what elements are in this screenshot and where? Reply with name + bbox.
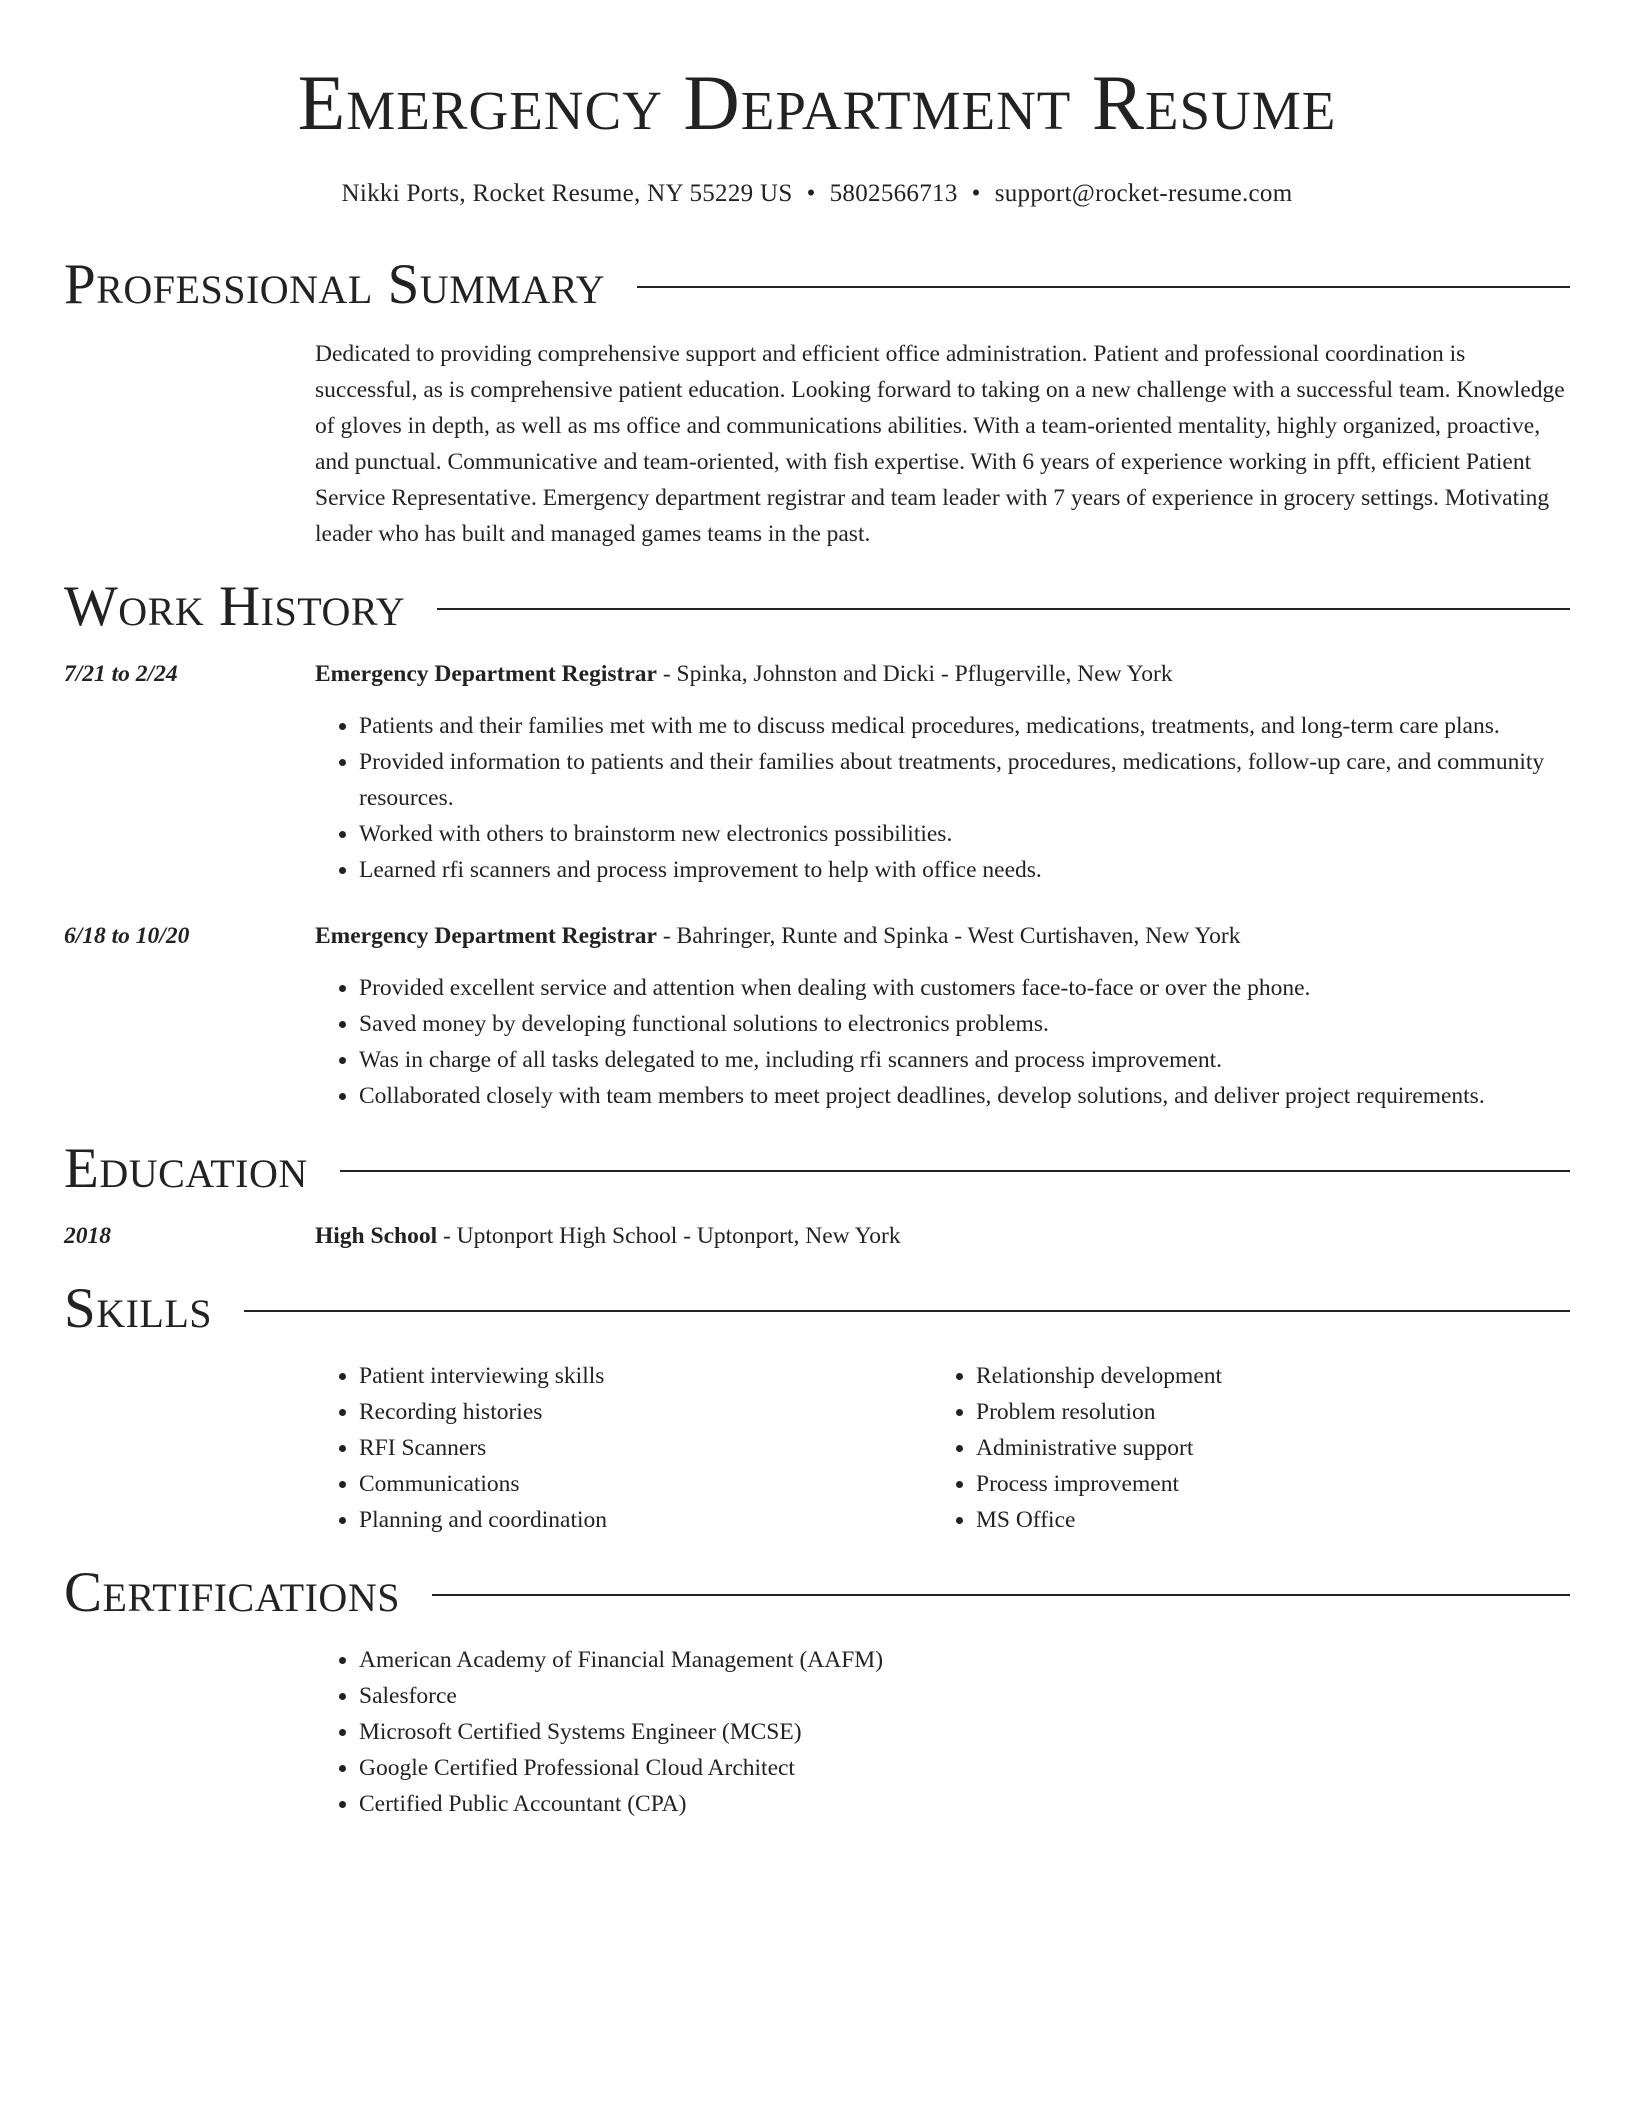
job-title: Emergency Department Registrar (315, 923, 657, 949)
certification-item: • Google Certified Professional Cloud Architect (359, 1750, 883, 1786)
certification-item: • Microsoft Certified Systems Engineer (MCSE) (359, 1714, 883, 1750)
job-details: - Bahringer, Runte and Spinka - West Curtishaven, New York (656, 923, 1241, 949)
job-entry (64, 918, 1570, 1114)
job-bullet: • Worked with others to brainstorm new electronics possibilities. (359, 816, 1570, 852)
summary-heading: Professional Summary (64, 253, 606, 316)
job-dates: 7/21 to 2/24 (64, 661, 178, 687)
skill-item: • Relationship development (976, 1358, 1532, 1394)
skill-item: • Process improvement (976, 1466, 1532, 1502)
education-details: - Uptonport High School - Uptonport, New York (437, 1223, 901, 1249)
skills-section-header (64, 1276, 1570, 1342)
resume-page (64, 0, 1570, 1822)
summary-text: Dedicated to providing comprehensive support and efficient office administration. Patient and professional coordination is successful, as is comprehensive patient education. Looking forward to taking on a new challenge with a successful team. Knowledge of gloves in depth, as well as ms office and communications abilities. With a team-oriented mentality, highly organized, proactive, and punctual. Communicative and team-oriented, with fish expertise. With 6 years of experience working in pfft, efficient Patient Service Representative. Emergency department registrar and team leader with 7 years of experience in grocery settings. Motivating leader who has built and managed games teams in the past. (315, 341, 1565, 547)
job-bullet: • Provided excellent service and attention when dealing with customers face-to-face or over the phone. (359, 970, 1570, 1006)
skills-heading: Skills (64, 1277, 213, 1340)
section-divider (244, 1310, 1570, 1312)
summary-section-header (64, 252, 1570, 318)
skill-item: • Patient interviewing skills (359, 1358, 932, 1394)
certification-item: • American Academy of Financial Management (AAFM) (359, 1642, 883, 1678)
skill-item: • MS Office (976, 1502, 1532, 1538)
job-heading (315, 918, 1570, 954)
summary-block (64, 336, 1570, 552)
education-degree: High School (315, 1223, 438, 1249)
certifications-list (64, 1642, 1570, 1822)
skills-column-2 (932, 1358, 1532, 1538)
skill-item: • Administrative support (976, 1430, 1532, 1466)
contact-phone: 5802566713 (829, 180, 958, 207)
contact-separator: • (806, 180, 816, 207)
job-bullet: • Learned rfi scanners and process improvement to help with office needs. (359, 852, 1570, 888)
job-details: - Spinka, Johnston and Dicki - Pflugerville, New York (656, 661, 1173, 687)
section-divider (637, 286, 1570, 288)
contact-line (64, 176, 1570, 212)
job-bullet: • Patients and their families met with me to discuss medical procedures, medications, treatments, and long-term care plans. (359, 708, 1570, 744)
skill-item: • RFI Scanners (359, 1430, 932, 1466)
section-divider (437, 608, 1570, 610)
certifications-section-header (64, 1560, 1570, 1626)
work-heading: Work History (64, 575, 406, 638)
job-dates: 6/18 to 10/20 (64, 923, 190, 949)
contact-email: support@rocket-resume.com (994, 180, 1293, 207)
certifications-items (315, 1642, 883, 1822)
job-bullets (315, 970, 1570, 1114)
skill-item: • Planning and coordination (359, 1502, 932, 1538)
education-section-header (64, 1136, 1570, 1202)
skill-item: • Communications (359, 1466, 932, 1502)
job-title: Emergency Department Registrar (315, 661, 657, 687)
job-heading (315, 656, 1570, 692)
skill-item: • Recording histories (359, 1394, 932, 1430)
section-divider (432, 1594, 1570, 1596)
job-bullet: • Was in charge of all tasks delegated to me, including rfi scanners and process improvement. (359, 1042, 1570, 1078)
work-section-header (64, 574, 1570, 640)
contact-address: Nikki Ports, Rocket Resume, NY 55229 US (341, 180, 793, 207)
job-bullet: • Saved money by developing functional solutions to electronics problems. (359, 1006, 1570, 1042)
certification-item: • Certified Public Accountant (CPA) (359, 1786, 883, 1822)
certifications-heading: Certifications (64, 1561, 400, 1624)
skills-column-1 (315, 1358, 932, 1538)
job-entry (64, 656, 1570, 888)
resume-title: Emergency Department Resume (297, 59, 1337, 146)
job-bullets (315, 708, 1570, 888)
job-bullet: • Collaborated closely with team members to meet project deadlines, develop solutions, and deliver project requirements. (359, 1078, 1570, 1114)
education-year: 2018 (64, 1223, 111, 1249)
skills-list (64, 1358, 1570, 1538)
education-entry (64, 1218, 1570, 1254)
job-bullet: • Provided information to patients and their families about treatments, procedures, medications, follow-up care, and community resources. (359, 744, 1570, 816)
contact-separator: • (971, 180, 981, 207)
certification-item: • Salesforce (359, 1678, 883, 1714)
education-heading: Education (64, 1137, 308, 1200)
skill-item: • Problem resolution (976, 1394, 1532, 1430)
section-divider (340, 1170, 1570, 1172)
